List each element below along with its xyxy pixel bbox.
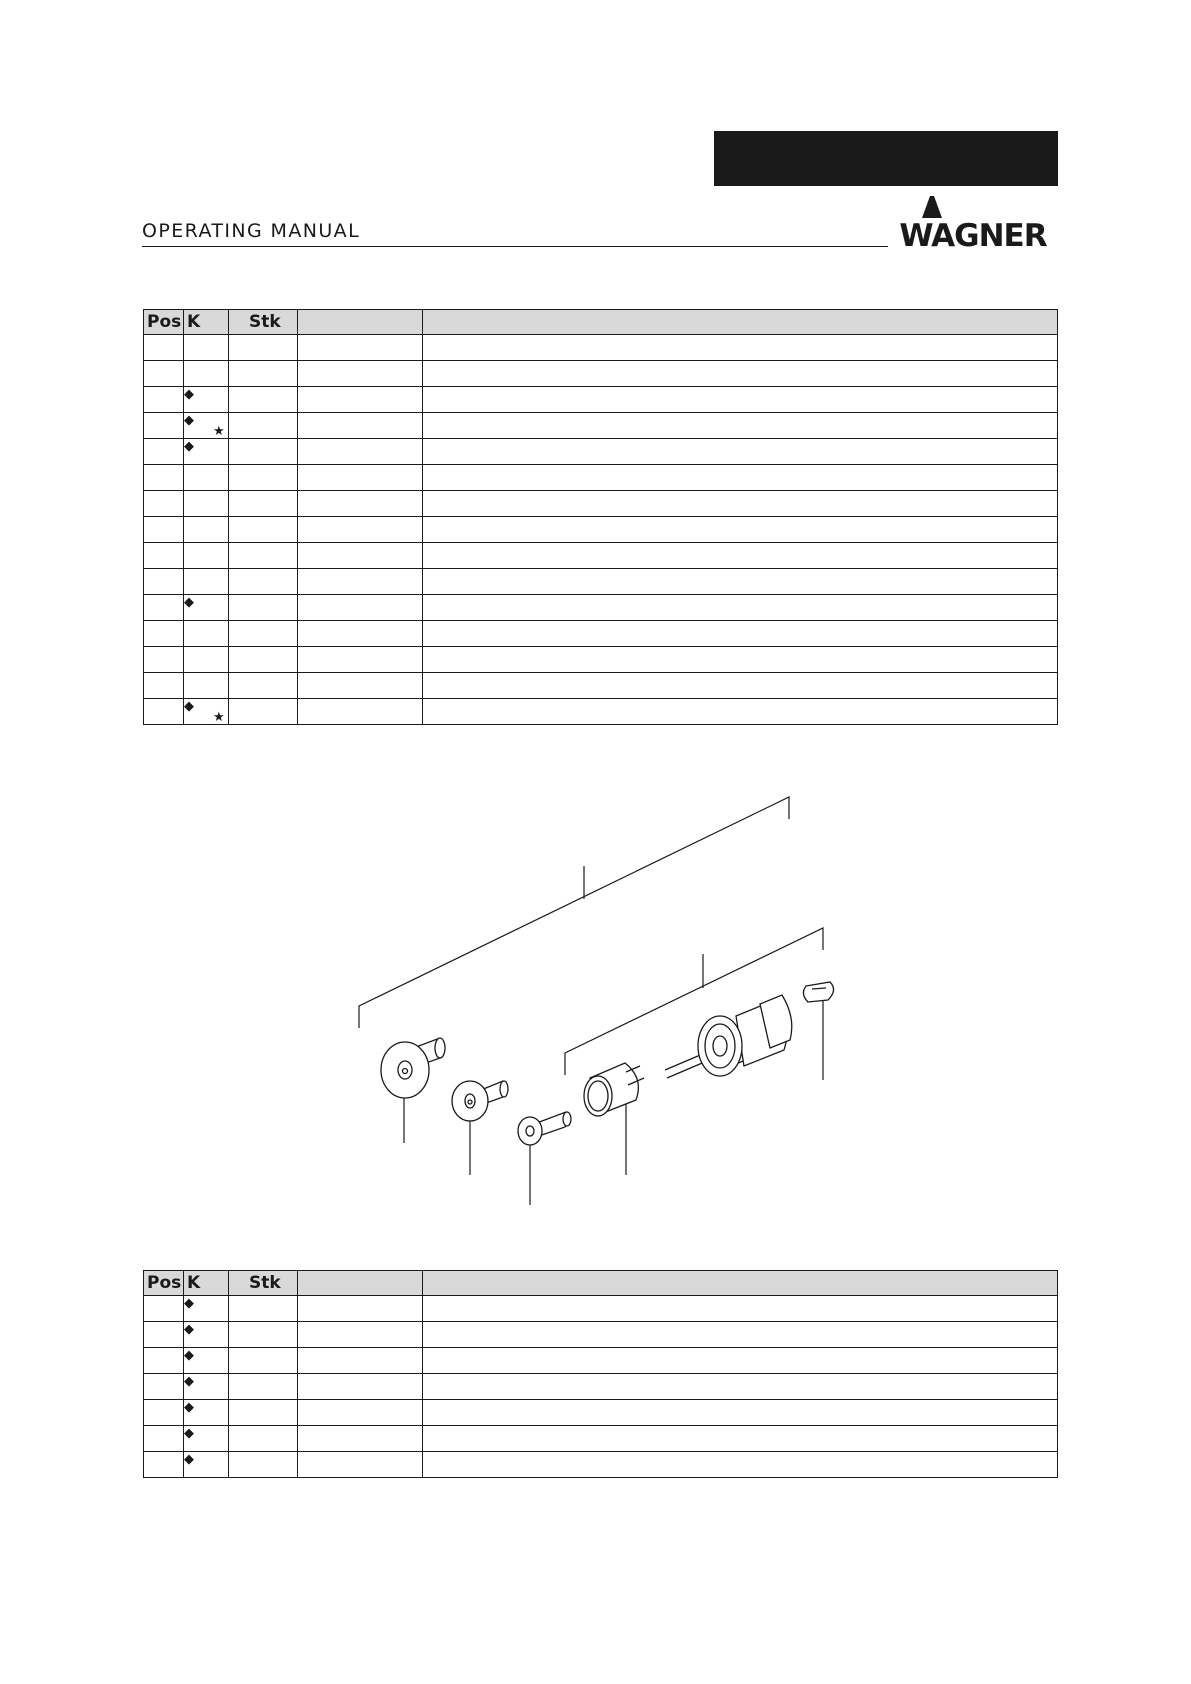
table-row: [144, 1296, 1058, 1322]
order-no-cell: [298, 1452, 423, 1478]
table-row: [144, 1426, 1058, 1452]
table-row: [144, 1374, 1058, 1400]
diamond-mark: ◆: [184, 387, 194, 402]
designation-cell: [423, 1296, 1058, 1322]
designation-cell: [423, 1348, 1058, 1374]
k-cell: [184, 1374, 229, 1400]
header-stk: Stk: [229, 1271, 298, 1296]
diamond-mark: ◆: [184, 1322, 194, 1337]
k-cell: [184, 1452, 229, 1478]
diamond-mark: ◆: [184, 699, 194, 714]
parts-table-2: [143, 1270, 1058, 1478]
stk-cell: [229, 1426, 298, 1452]
header-stk: Stk: [229, 310, 298, 335]
pos-cell: [144, 1296, 184, 1322]
diamond-mark: ◆: [184, 1348, 194, 1363]
nozzle-nut-part: [584, 1063, 644, 1116]
diamond-mark: ◆: [184, 1426, 194, 1441]
designation-cell: [423, 1426, 1058, 1452]
stk-cell: [229, 1296, 298, 1322]
table-row: [144, 1400, 1058, 1426]
diamond-mark: ◆: [184, 413, 194, 428]
pos-cell: [144, 1452, 184, 1478]
manual-title: OPERATING MANUAL: [142, 220, 361, 242]
nozzle-tip-part: [803, 982, 833, 1002]
designation-cell: [423, 1400, 1058, 1426]
k-cell: [184, 1322, 229, 1348]
header-order-no: [298, 1271, 423, 1296]
k-cell: [184, 1400, 229, 1426]
table-row: [144, 1452, 1058, 1478]
table-row: [144, 1348, 1058, 1374]
pos-cell: [144, 1374, 184, 1400]
diamond-mark: ◆: [184, 1400, 194, 1415]
diamond-mark: ◆: [184, 1296, 194, 1311]
designation-cell: [423, 1374, 1058, 1400]
stk-cell: [229, 1348, 298, 1374]
designation-cell: [423, 1452, 1058, 1478]
nozzle-holder-part: [665, 995, 792, 1078]
pos-cell: [144, 1426, 184, 1452]
pos-cell: [144, 1400, 184, 1426]
order-no-cell: [298, 1296, 423, 1322]
k-cell: [184, 1348, 229, 1374]
pos-cell: [144, 1322, 184, 1348]
header-k: K: [184, 310, 229, 335]
star-mark: ★: [213, 710, 225, 725]
diamond-mark: ◆: [184, 1452, 194, 1467]
pos-cell: [144, 1348, 184, 1374]
stk-cell: [229, 1374, 298, 1400]
stk-cell: [229, 1400, 298, 1426]
diamond-mark: ◆: [184, 1374, 194, 1389]
order-no-cell: [298, 1348, 423, 1374]
stk-cell: [229, 1322, 298, 1348]
table-row: [144, 1322, 1058, 1348]
k-cell: [184, 1296, 229, 1322]
stk-cell: [229, 1452, 298, 1478]
small-nozzle-part: [518, 1112, 571, 1145]
diamond-mark: ◆: [184, 595, 194, 610]
designation-cell: [423, 1322, 1058, 1348]
k-cell: [184, 1426, 229, 1452]
medium-nozzle-part: [452, 1081, 508, 1121]
order-no-cell: [298, 1400, 423, 1426]
star-mark: ★: [213, 424, 225, 439]
header-designation: [423, 1271, 1058, 1296]
table-header-row: [144, 1271, 1058, 1296]
diamond-mark: ◆: [184, 439, 194, 454]
large-nozzle-part: [381, 1038, 445, 1098]
order-no-cell: [298, 1322, 423, 1348]
header-pos: Pos: [144, 1271, 184, 1296]
header-k: K: [184, 1271, 229, 1296]
logo-wordmark: WAGNER: [899, 218, 1047, 248]
order-no-cell: [298, 1426, 423, 1452]
header-pos: Pos: [144, 310, 184, 335]
order-no-cell: [298, 1374, 423, 1400]
